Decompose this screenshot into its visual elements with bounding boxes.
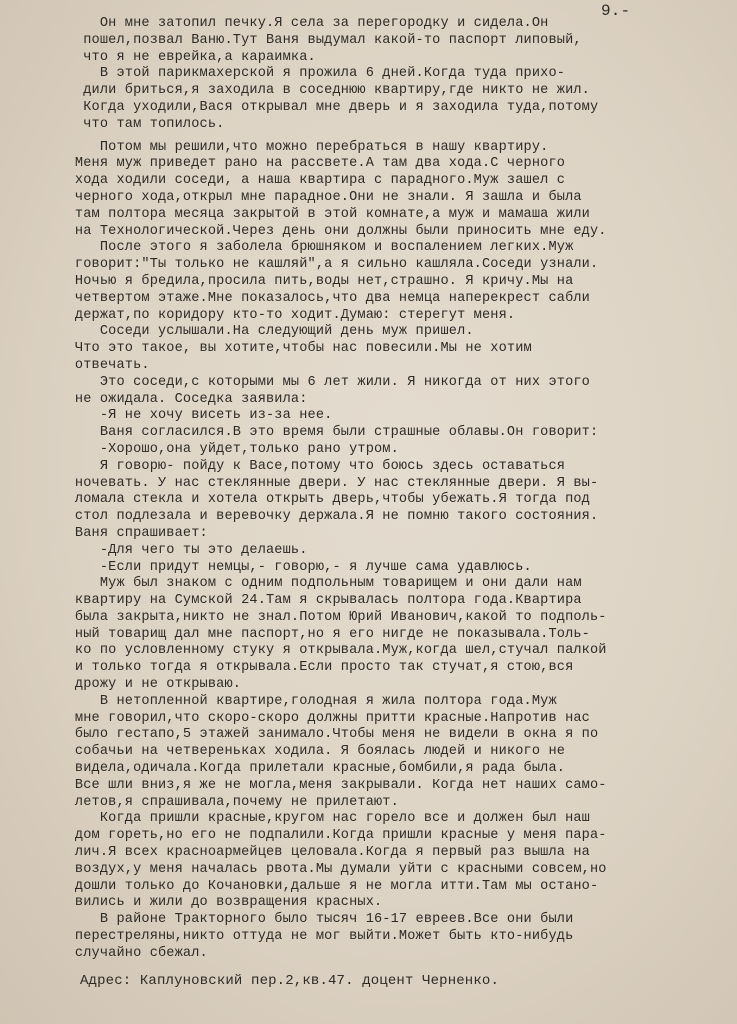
text-line: летов,я спрашивала,почему не прилетают. bbox=[50, 794, 399, 810]
text-line: и только тогда я открывала.Если просто так стучат,я стою,вся bbox=[50, 660, 574, 676]
text-line: воздух,у меня началась рвота.Мы думали уйти с красными совсем,но bbox=[50, 861, 607, 877]
text-line: После этого я заболела брюшняком и воспалением легких.Муж bbox=[50, 240, 574, 256]
text-line: видела,одичала.Когда прилетали красные,бомбили,я рада была. bbox=[50, 761, 566, 777]
text-line: четвертом этаже.Мне показалось,что два немца наперекрест сабли bbox=[50, 290, 590, 306]
text-line: на Технологической.Через день они должны были приносить мне еду. bbox=[50, 223, 607, 239]
text-line: -Хорошо,она уйдет,только рано утром. bbox=[50, 441, 399, 457]
text-line: что там топилось. bbox=[50, 116, 225, 132]
text-line: Соседи услышали.На следующий день муж пришел. bbox=[50, 324, 474, 340]
text-line: стол подлезала и веревочку держала.Я не помню такого состояния. bbox=[50, 509, 599, 525]
text-line: Муж был знаком с одним подпольным товарищем и они дали нам bbox=[50, 576, 582, 592]
body-text bbox=[50, 16, 730, 963]
text-line: Ваня спрашивает: bbox=[50, 525, 208, 541]
text-line: отвечать. bbox=[50, 357, 150, 373]
text-line: лич.Я всех красноармейцев целовала.Когда я первый раз вышла на bbox=[50, 845, 590, 861]
text-line: В нетопленной квартире,голодная я жила полтора года.Муж bbox=[50, 693, 557, 709]
text-line: Потом мы решили,что можно перебраться в нашу квартиру. bbox=[50, 139, 549, 155]
text-line: перестреляны,никто оттуда не мог выйти.Может быть кто-нибудь bbox=[50, 929, 574, 945]
text-line: вились и жили до возвращения красных. bbox=[50, 895, 383, 911]
text-line: В этой парикмахерской я прожила 6 дней.Когда туда прихо- bbox=[50, 66, 566, 82]
text-line: Когда уходили,Вася открывал мне дверь и я заходила туда,потому bbox=[50, 99, 599, 115]
page-number: 9.- bbox=[601, 2, 631, 20]
text-line: собачьи на четвереньках ходила. Я боялась людей и никого не bbox=[50, 744, 566, 760]
text-line: мне говорил,что скоро-скоро должны притти красные.Напротив нас bbox=[50, 710, 590, 726]
text-line: ко по условленному стуку я открывала.Муж,когда шел,стучал палкой bbox=[50, 643, 607, 659]
text-line: Ваня согласился.В это время были страшные облавы.Он говорит: bbox=[50, 425, 599, 441]
text-line: Я говорю- пойду к Васе,потому что боюсь здесь оставаться bbox=[50, 458, 566, 474]
text-line: Что это такое, вы хотите,чтобы нас повесили.Мы не хотим bbox=[50, 341, 532, 357]
text-line: -Я не хочу висеть из-за нее. bbox=[50, 408, 333, 424]
text-line: дошли только до Кочановки,дальше я не могла итти.Там мы остано- bbox=[50, 878, 599, 894]
text-line: говорит:"Ты только не кашляй",а я сильно кашляла.Соседи узнали. bbox=[50, 257, 599, 273]
address-line: Адрес: Каплуновский пер.2,кв.47. доцент Черненко. bbox=[80, 973, 500, 989]
text-line: была закрыта,никто не знал.Потом Юрий Иванович,какой то подполь- bbox=[50, 609, 607, 625]
text-line: ломала стекла и хотела открыть дверь,чтобы убежать.Я тогда под bbox=[50, 492, 590, 508]
text-line: было гестапо,5 этажей занимало.Чтобы меня не видели в окна я по bbox=[50, 727, 599, 743]
text-line: Когда пришли красные,кругом нас горело все и должен был наш bbox=[50, 811, 590, 827]
text-line: дрожу и не открываю. bbox=[50, 677, 242, 693]
text-line: черного хода,открыл мне парадное.Они не знали. Я зашла и была bbox=[50, 189, 582, 205]
text-line: -Если придут немцы,- говорю,- я лучше сама удавлюсь. bbox=[50, 559, 532, 575]
text-line: Ночью я бредила,просила пить,воды нет,страшно. Я кричу.Мы на bbox=[50, 273, 574, 289]
text-line: Все шли вниз,я же не могла,меня закрывали. Когда нет наших само- bbox=[50, 777, 607, 793]
text-line: ночевать. У нас стеклянные двери. У нас стеклянные двери. Я вы- bbox=[50, 475, 599, 491]
text-line: держат,по коридору кто-то ходит.Думаю: стерегут меня. bbox=[50, 307, 516, 323]
text-line: хода ходили соседи, а наша квартира с парадного.Муж зашел с bbox=[50, 173, 566, 189]
text-line: не ожидала. Соседка заявила: bbox=[50, 391, 308, 407]
text-line: квартиру на Сумской 24.Там я скрывалась полтора года.Квартира bbox=[50, 593, 582, 609]
text-line: дом гореть,но его не подпалили.Когда пришли красные у меня пара- bbox=[50, 828, 607, 844]
text-line: пошел,позвал Ваню.Тут Ваня выдумал какой-то паспорт липовый, bbox=[50, 32, 582, 48]
text-line: Меня муж приведет рано на рассвете.А там два хода.С черного bbox=[50, 156, 566, 172]
text-line: В районе Тракторного было тысяч 16-17 евреев.Все они были bbox=[50, 912, 574, 928]
text-line: там полтора месяца закрытой в этой комнате,а муж и мамаша жили bbox=[50, 206, 590, 222]
text-line: -Для чего ты это делаешь. bbox=[50, 542, 308, 558]
text-line: дили бриться,я заходила в соседнюю квартиру,где никто не жил. bbox=[50, 83, 590, 99]
text-line: Он мне затопил печку.Я села за перегородку и сидела.Он bbox=[50, 16, 549, 31]
text-line: что я не еврейка,а караимка. bbox=[50, 49, 316, 65]
text-line: случайно сбежал. bbox=[50, 945, 208, 961]
text-line: ный товарищ дал мне паспорт,но я его нигде не показывала.Толь- bbox=[50, 626, 590, 642]
text-line: Это соседи,с которыми мы 6 лет жили. Я никогда от них этого bbox=[50, 374, 590, 390]
